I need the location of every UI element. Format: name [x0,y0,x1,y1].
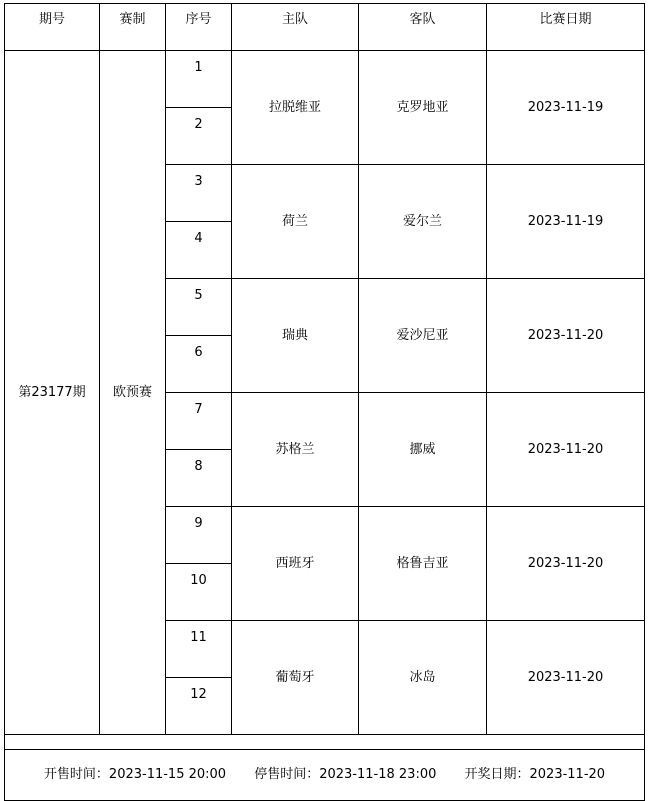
home-team-cell: 荷兰 [232,165,359,279]
header-away: 客队 [359,4,487,51]
home-team-cell: 西班牙 [232,507,359,621]
seq-cell: 8 [166,450,232,507]
lottery-schedule-sheet [4,3,644,782]
header-row [5,4,645,51]
draw-date: 开奖日期：2023-11-20 [464,767,606,782]
seq-cell: 6 [166,336,232,393]
sale-start-time: 开售时间：2023-11-15 20:00 [43,767,227,782]
schedule-table [4,3,645,801]
seq-cell: 3 [166,165,232,222]
seq-cell: 1 [166,51,232,108]
home-team-cell: 拉脱维亚 [232,51,359,165]
spacer-cell [5,735,645,750]
match-date-cell: 2023-11-19 [487,51,645,165]
header-date: 比赛日期 [487,4,645,51]
footer-row [5,750,645,801]
match-date-cell: 2023-11-20 [487,279,645,393]
sale-stop-time: 停售时间：2023-11-18 23:00 [254,767,437,782]
seq-cell: 10 [166,564,232,621]
seq-cell: 2 [166,108,232,165]
away-team-cell: 爱尔兰 [359,165,487,279]
match-date-cell: 2023-11-19 [487,165,645,279]
seq-cell: 7 [166,393,232,450]
away-team-cell: 克罗地亚 [359,51,487,165]
spacer-row [5,735,645,750]
issue-cell: 第23177期 [5,51,100,735]
header-home: 主队 [232,4,359,51]
seq-cell: 11 [166,621,232,678]
seq-cell: 4 [166,222,232,279]
table-row [5,51,645,108]
header-issue: 期号 [5,4,100,51]
away-team-cell: 挪威 [359,393,487,507]
match-date-cell: 2023-11-20 [487,393,645,507]
match-date-cell: 2023-11-20 [487,621,645,735]
seq-cell: 5 [166,279,232,336]
seq-cell: 12 [166,678,232,735]
home-team-cell: 葡萄牙 [232,621,359,735]
format-cell: 欧预赛 [100,51,166,735]
header-format: 赛制 [100,4,166,51]
match-date-cell: 2023-11-20 [487,507,645,621]
away-team-cell: 爱沙尼亚 [359,279,487,393]
home-team-cell: 苏格兰 [232,393,359,507]
away-team-cell: 格鲁吉亚 [359,507,487,621]
away-team-cell: 冰岛 [359,621,487,735]
header-seq: 序号 [166,4,232,51]
seq-cell: 9 [166,507,232,564]
home-team-cell: 瑞典 [232,279,359,393]
footer-cell [5,750,645,801]
